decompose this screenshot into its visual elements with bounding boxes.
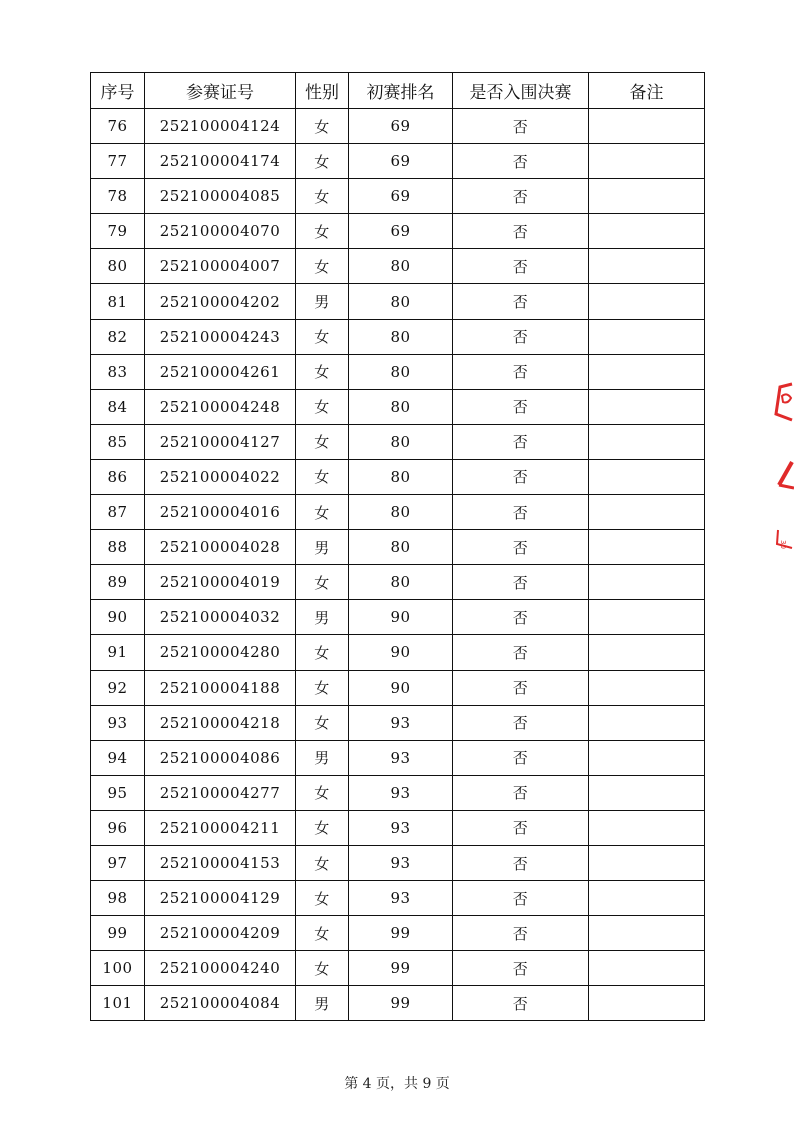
remarks-cell bbox=[589, 319, 705, 354]
rank-cell: 90 bbox=[349, 635, 453, 670]
qualified-cell: 否 bbox=[453, 670, 589, 705]
qualified-cell: 否 bbox=[453, 179, 589, 214]
remarks-cell bbox=[589, 179, 705, 214]
serial-cell: 91 bbox=[91, 635, 145, 670]
entry-number-cell: 252100004243 bbox=[145, 319, 296, 354]
remarks-cell bbox=[589, 810, 705, 845]
table-row bbox=[91, 389, 705, 424]
qualified-cell: 否 bbox=[453, 389, 589, 424]
rank-cell: 93 bbox=[349, 775, 453, 810]
table-row bbox=[91, 810, 705, 845]
entry-number-cell: 252100004124 bbox=[145, 109, 296, 144]
table-row bbox=[91, 916, 705, 951]
rank-cell: 93 bbox=[349, 845, 453, 880]
entry-number-cell: 252100004240 bbox=[145, 951, 296, 986]
qualified-cell: 否 bbox=[453, 986, 589, 1021]
remarks-cell bbox=[589, 670, 705, 705]
qualified-cell: 否 bbox=[453, 530, 589, 565]
qualified-cell: 否 bbox=[453, 144, 589, 179]
remarks-cell bbox=[589, 986, 705, 1021]
serial-cell: 78 bbox=[91, 179, 145, 214]
gender-cell: 女 bbox=[296, 951, 349, 986]
gender-cell: 女 bbox=[296, 249, 349, 284]
gender-cell: 女 bbox=[296, 354, 349, 389]
gender-cell: 女 bbox=[296, 881, 349, 916]
entry-number-cell: 252100004280 bbox=[145, 635, 296, 670]
rank-cell: 69 bbox=[349, 179, 453, 214]
qualified-cell: 否 bbox=[453, 565, 589, 600]
qualified-cell: 否 bbox=[453, 740, 589, 775]
remarks-cell bbox=[589, 705, 705, 740]
serial-cell: 92 bbox=[91, 670, 145, 705]
serial-cell: 79 bbox=[91, 214, 145, 249]
table-row bbox=[91, 635, 705, 670]
serial-cell: 93 bbox=[91, 705, 145, 740]
remarks-cell bbox=[589, 424, 705, 459]
gender-cell: 女 bbox=[296, 319, 349, 354]
gender-cell: 女 bbox=[296, 459, 349, 494]
entry-number-cell: 252100004174 bbox=[145, 144, 296, 179]
gender-cell: 女 bbox=[296, 144, 349, 179]
table-row bbox=[91, 565, 705, 600]
entry-number-cell: 252100004086 bbox=[145, 740, 296, 775]
rank-cell: 80 bbox=[349, 249, 453, 284]
rank-cell: 80 bbox=[349, 284, 453, 319]
table-row bbox=[91, 179, 705, 214]
table-row bbox=[91, 144, 705, 179]
gender-cell: 男 bbox=[296, 986, 349, 1021]
rank-cell: 69 bbox=[349, 144, 453, 179]
remarks-cell bbox=[589, 495, 705, 530]
table-row bbox=[91, 881, 705, 916]
rank-cell: 80 bbox=[349, 459, 453, 494]
serial-cell: 84 bbox=[91, 389, 145, 424]
entry-number-cell: 252100004211 bbox=[145, 810, 296, 845]
gender-cell: 男 bbox=[296, 740, 349, 775]
entry-number-cell: 252100004188 bbox=[145, 670, 296, 705]
entry-number-cell: 252100004070 bbox=[145, 214, 296, 249]
serial-cell: 77 bbox=[91, 144, 145, 179]
qualified-cell: 否 bbox=[453, 109, 589, 144]
gender-cell: 女 bbox=[296, 670, 349, 705]
table-row bbox=[91, 284, 705, 319]
rank-cell: 93 bbox=[349, 705, 453, 740]
svg-text:30: 30 bbox=[779, 540, 787, 549]
qualified-cell: 否 bbox=[453, 951, 589, 986]
rank-cell: 99 bbox=[349, 986, 453, 1021]
remarks-cell bbox=[589, 565, 705, 600]
rank-cell: 93 bbox=[349, 810, 453, 845]
qualified-cell: 否 bbox=[453, 810, 589, 845]
header-remarks: 备注 bbox=[589, 73, 705, 109]
qualified-cell: 否 bbox=[453, 495, 589, 530]
rank-cell: 93 bbox=[349, 881, 453, 916]
gender-cell: 女 bbox=[296, 705, 349, 740]
remarks-cell bbox=[589, 144, 705, 179]
remarks-cell bbox=[589, 881, 705, 916]
serial-cell: 96 bbox=[91, 810, 145, 845]
official-seal-icon bbox=[762, 380, 794, 555]
qualified-cell: 否 bbox=[453, 775, 589, 810]
entry-number-cell: 252100004277 bbox=[145, 775, 296, 810]
rank-cell: 69 bbox=[349, 109, 453, 144]
header-gender: 性别 bbox=[296, 73, 349, 109]
serial-cell: 81 bbox=[91, 284, 145, 319]
gender-cell: 女 bbox=[296, 810, 349, 845]
entry-number-cell: 252100004202 bbox=[145, 284, 296, 319]
rank-cell: 90 bbox=[349, 600, 453, 635]
table-row bbox=[91, 740, 705, 775]
qualified-cell: 否 bbox=[453, 916, 589, 951]
remarks-cell bbox=[589, 354, 705, 389]
table-row bbox=[91, 354, 705, 389]
table-row bbox=[91, 845, 705, 880]
entry-number-cell: 252100004085 bbox=[145, 179, 296, 214]
serial-cell: 90 bbox=[91, 600, 145, 635]
header-entry-number: 参赛证号 bbox=[145, 73, 296, 109]
header-final-qualified: 是否入围决赛 bbox=[453, 73, 589, 109]
rank-cell: 90 bbox=[349, 670, 453, 705]
serial-cell: 76 bbox=[91, 109, 145, 144]
table-row bbox=[91, 214, 705, 249]
remarks-cell bbox=[589, 214, 705, 249]
qualified-cell: 否 bbox=[453, 284, 589, 319]
gender-cell: 女 bbox=[296, 845, 349, 880]
entry-number-cell: 252100004028 bbox=[145, 530, 296, 565]
rank-cell: 99 bbox=[349, 951, 453, 986]
gender-cell: 女 bbox=[296, 424, 349, 459]
gender-cell: 男 bbox=[296, 530, 349, 565]
table-row bbox=[91, 951, 705, 986]
serial-cell: 82 bbox=[91, 319, 145, 354]
gender-cell: 女 bbox=[296, 109, 349, 144]
rank-cell: 80 bbox=[349, 424, 453, 459]
remarks-cell bbox=[589, 740, 705, 775]
table-row bbox=[91, 319, 705, 354]
rank-cell: 80 bbox=[349, 354, 453, 389]
header-preliminary-rank: 初赛排名 bbox=[349, 73, 453, 109]
serial-cell: 99 bbox=[91, 916, 145, 951]
entry-number-cell: 252100004084 bbox=[145, 986, 296, 1021]
table-row bbox=[91, 249, 705, 284]
gender-cell: 女 bbox=[296, 775, 349, 810]
qualified-cell: 否 bbox=[453, 705, 589, 740]
remarks-cell bbox=[589, 284, 705, 319]
remarks-cell bbox=[589, 916, 705, 951]
gender-cell: 女 bbox=[296, 214, 349, 249]
qualified-cell: 否 bbox=[453, 249, 589, 284]
remarks-cell bbox=[589, 459, 705, 494]
table-row bbox=[91, 600, 705, 635]
rank-cell: 80 bbox=[349, 495, 453, 530]
remarks-cell bbox=[589, 249, 705, 284]
entry-number-cell: 252100004209 bbox=[145, 916, 296, 951]
entry-number-cell: 252100004129 bbox=[145, 881, 296, 916]
remarks-cell bbox=[589, 951, 705, 986]
serial-cell: 87 bbox=[91, 495, 145, 530]
entry-number-cell: 252100004127 bbox=[145, 424, 296, 459]
serial-cell: 100 bbox=[91, 951, 145, 986]
serial-cell: 95 bbox=[91, 775, 145, 810]
table-row bbox=[91, 670, 705, 705]
table-row bbox=[91, 424, 705, 459]
serial-cell: 88 bbox=[91, 530, 145, 565]
qualified-cell: 否 bbox=[453, 635, 589, 670]
entry-number-cell: 252100004032 bbox=[145, 600, 296, 635]
gender-cell: 女 bbox=[296, 916, 349, 951]
serial-cell: 89 bbox=[91, 565, 145, 600]
header-row bbox=[91, 73, 705, 109]
remarks-cell bbox=[589, 600, 705, 635]
table-row bbox=[91, 459, 705, 494]
gender-cell: 男 bbox=[296, 284, 349, 319]
serial-cell: 83 bbox=[91, 354, 145, 389]
entry-number-cell: 252100004153 bbox=[145, 845, 296, 880]
table-body bbox=[91, 109, 705, 1021]
rank-cell: 69 bbox=[349, 214, 453, 249]
qualified-cell: 否 bbox=[453, 214, 589, 249]
entry-number-cell: 252100004019 bbox=[145, 565, 296, 600]
table-header bbox=[91, 73, 705, 109]
rank-cell: 80 bbox=[349, 389, 453, 424]
entry-number-cell: 252100004248 bbox=[145, 389, 296, 424]
gender-cell: 女 bbox=[296, 635, 349, 670]
page-number: 第 4 页，共 9 页 bbox=[344, 1076, 450, 1092]
gender-cell: 女 bbox=[296, 495, 349, 530]
qualified-cell: 否 bbox=[453, 319, 589, 354]
rank-cell: 93 bbox=[349, 740, 453, 775]
rank-cell: 99 bbox=[349, 916, 453, 951]
gender-cell: 女 bbox=[296, 565, 349, 600]
qualified-cell: 否 bbox=[453, 354, 589, 389]
remarks-cell bbox=[589, 109, 705, 144]
serial-cell: 86 bbox=[91, 459, 145, 494]
rank-cell: 80 bbox=[349, 530, 453, 565]
entry-number-cell: 252100004261 bbox=[145, 354, 296, 389]
serial-cell: 97 bbox=[91, 845, 145, 880]
qualified-cell: 否 bbox=[453, 459, 589, 494]
remarks-cell bbox=[589, 775, 705, 810]
gender-cell: 男 bbox=[296, 600, 349, 635]
remarks-cell bbox=[589, 635, 705, 670]
serial-cell: 94 bbox=[91, 740, 145, 775]
gender-cell: 女 bbox=[296, 389, 349, 424]
entry-number-cell: 252100004007 bbox=[145, 249, 296, 284]
serial-cell: 101 bbox=[91, 986, 145, 1021]
qualified-cell: 否 bbox=[453, 845, 589, 880]
table-row bbox=[91, 530, 705, 565]
remarks-cell bbox=[589, 530, 705, 565]
rank-cell: 80 bbox=[349, 319, 453, 354]
entry-number-cell: 252100004218 bbox=[145, 705, 296, 740]
rank-cell: 80 bbox=[349, 565, 453, 600]
remarks-cell bbox=[589, 845, 705, 880]
qualified-cell: 否 bbox=[453, 600, 589, 635]
qualified-cell: 否 bbox=[453, 881, 589, 916]
table-row bbox=[91, 109, 705, 144]
remarks-cell bbox=[589, 389, 705, 424]
entry-number-cell: 252100004022 bbox=[145, 459, 296, 494]
qualified-cell: 否 bbox=[453, 424, 589, 459]
serial-cell: 98 bbox=[91, 881, 145, 916]
serial-cell: 85 bbox=[91, 424, 145, 459]
serial-cell: 80 bbox=[91, 249, 145, 284]
table-row bbox=[91, 986, 705, 1021]
table-row bbox=[91, 495, 705, 530]
table-row bbox=[91, 705, 705, 740]
entry-number-cell: 252100004016 bbox=[145, 495, 296, 530]
table-row bbox=[91, 775, 705, 810]
results-table bbox=[90, 72, 705, 1021]
header-serial-number: 序号 bbox=[91, 73, 145, 109]
gender-cell: 女 bbox=[296, 179, 349, 214]
